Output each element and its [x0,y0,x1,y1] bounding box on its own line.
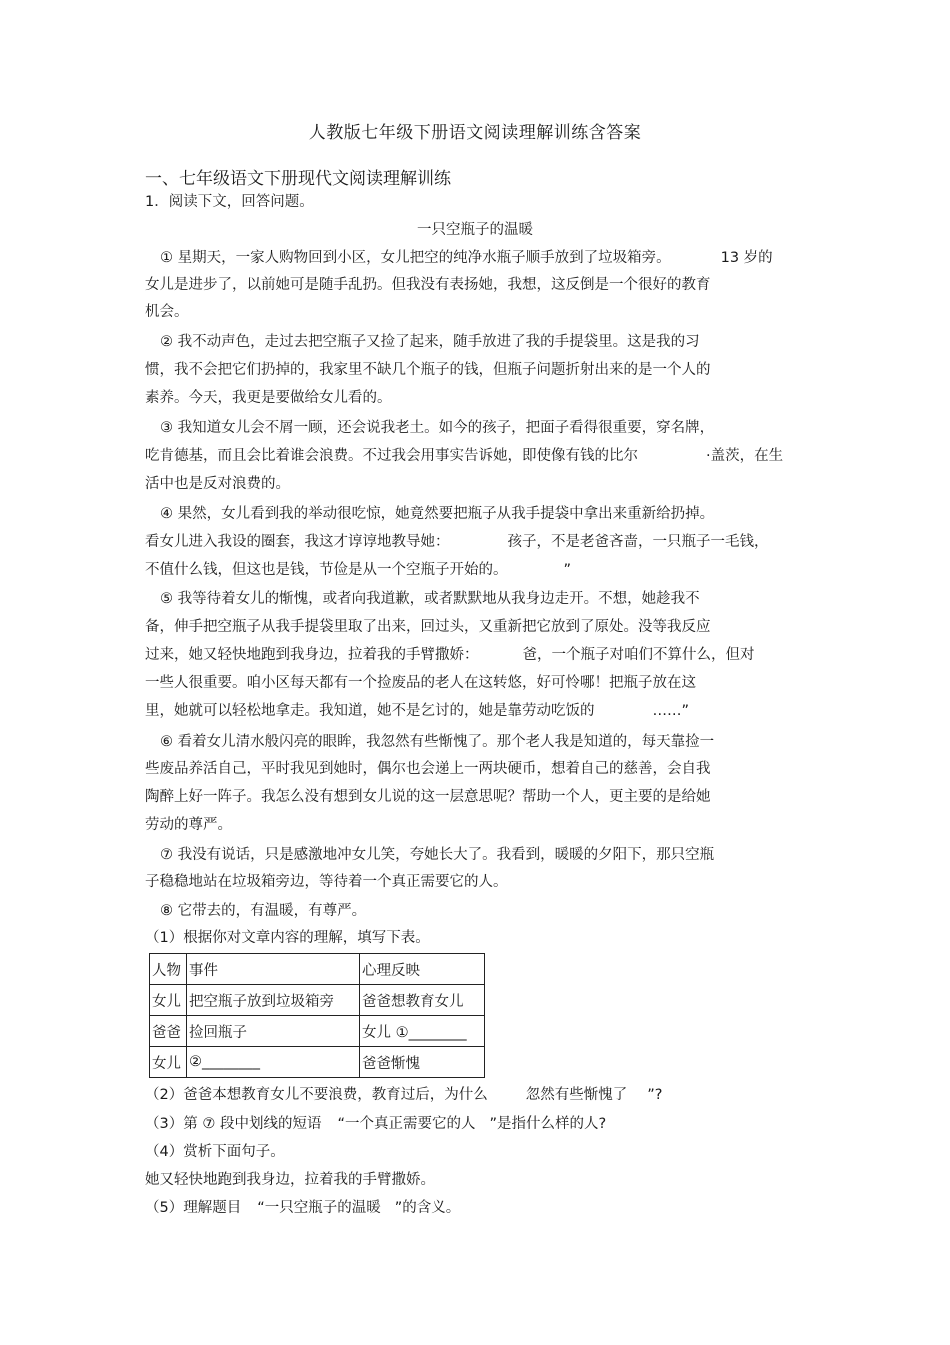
table-row [150,1016,485,1047]
paragraph-4-line-2: 看女儿进入我设的圈套，我这才谆谆地教导她： 孩子，不是老爸吝啬，一只瓶子一毛钱， [145,534,769,550]
paragraph-3-line-2: 吃肯德基，而且会比着谁会浪费。不过我会用事实告诉她，即使像有钱的比尔 ·盖茨，在生 [145,448,784,464]
question-1: （1）根据你对文章内容的理解，填写下表。 [145,930,430,946]
paragraph-7-line-1: ⑦ 我没有说话，只是感激地冲女儿笑，夸她长大了。我看到，暖暖的夕阳下，那只空瓶 [160,847,715,863]
question-4-sentence: 她又轻快地跑到我身边，拉着我的手臂撒娇。 [145,1172,435,1188]
question-5: （5）理解题目 “一只空瓶子的温暖 ”的含义。 [145,1200,461,1216]
question-intro: 1．阅读下文，回答问题。 [145,194,314,210]
table-cell: 捡回瓶子 [187,1016,360,1047]
paragraph-6-line-4: 劳动的尊严。 [145,817,232,833]
table-cell: 爸爸想教育女儿 [360,985,485,1016]
paragraph-4-line-3: 不值什么钱，但这也是钱，节俭是从一个空瓶子开始的。 ” [145,562,572,578]
document-title: 人教版七年级下册语文阅读理解训练含答案 [308,123,642,143]
table-cell: 爸爸 [150,1016,187,1047]
question-3: （3）第 ⑦ 段中划线的短语 “一个真正需要它的人 ”是指什么样的人? [145,1116,607,1132]
paragraph-1-line-1: ① 星期天，一家人购物回到小区，女儿把空的纯净水瓶子顺手放到了垃圾箱旁。 13 岁的 [160,250,773,266]
paragraph-2-line-3: 素养。今天，我更是要做给女儿看的。 [145,390,392,406]
paragraph-1-line-3: 机会。 [145,304,189,320]
paragraph-7-line-2: 子稳稳地站在垃圾箱旁边，等待着一个真正需要它的人。 [145,874,508,890]
table-header-cell: 人物 [150,954,187,985]
paragraph-5-line-4: 一些人很重要。咱小区每天都有一个捡废品的老人在这转悠，好可怜哪！把瓶子放在这 [145,675,696,691]
question-2: （2）爸爸本想教育女儿不要浪费，教育过后，为什么 忽然有些惭愧了 ”? [145,1087,663,1103]
section-heading: 一、七年级语文下册现代文阅读理解训练 [145,169,451,189]
table-row [150,1047,485,1078]
paragraph-5-line-2: 备，伸手把空瓶子从我手提袋里取了出来，回过头，又重新把它放到了原处。没等我反应 [145,619,711,635]
paragraph-2-line-2: 惯，我不会把它们扔掉的，我家里不缺几个瓶子的钱，但瓶子问题折射出来的是一个人的 [145,362,711,378]
paragraph-5-line-3: 过来，她又轻快地跑到我身边，拉着我的手臂撒娇： 爸，一个瓶子对咱们不算什么，但对 [145,647,755,663]
paragraph-8-line-1: ⑧ 它带去的，有温暖，有尊严。 [160,903,367,919]
paragraph-6-line-2: 些废品养活自己，平时我见到她时，偶尔也会递上一两块硬币，想着自己的慈善，会自我 [145,761,711,777]
paragraph-4-line-1: ④ 果然，女儿看到我的举动很吃惊，她竟然要把瓶子从我手提袋中拿出来重新给扔掉。 [160,506,715,522]
table-cell: 爸爸惭愧 [360,1047,485,1078]
paragraph-3-line-3: 活中也是反对浪费的。 [145,476,290,492]
paragraph-6-line-3: 陶醉上好一阵子。我怎么没有想到女儿说的这一层意思呢？帮助一个人，更主要的是给她 [145,789,711,805]
table-cell-blank[interactable]: 女儿 ①________ [360,1016,485,1047]
table-header-row [150,954,485,985]
paragraph-5-line-5: 里，她就可以轻松地拿走。我知道，她不是乞讨的，她是靠劳动吃饭的 ……” [145,703,690,719]
paragraph-1-line-2: 女儿是进步了，以前她可是随手乱扔。但我没有表扬她，我想，这反倒是一个很好的教育 [145,277,711,293]
paragraph-5-line-1: ⑤ 我等待着女儿的惭愧，或者向我道歉，或者默默地从我身边走开。不想，她趁我不 [160,591,700,607]
answer-table [149,953,485,1078]
table-cell: 女儿 [150,985,187,1016]
paragraph-6-line-1: ⑥ 看着女儿清水般闪亮的眼眸，我忽然有些惭愧了。那个老人我是知道的，每天靠捡一 [160,734,715,750]
paragraph-2-line-1: ② 我不动声色，走过去把空瓶子又捡了起来，随手放进了我的手提袋里。这是我的习 [160,334,700,350]
passage-title: 一只空瓶子的温暖 [417,222,533,238]
paragraph-3-line-1: ③ 我知道女儿会不屑一顾，还会说我老土。如今的孩子，把面子看得很重要，穿名牌， [160,420,715,436]
question-4: （4）赏析下面句子。 [145,1144,285,1160]
table-cell: 把空瓶子放到垃圾箱旁 [187,985,360,1016]
table-row [150,985,485,1016]
table-header-cell: 事件 [187,954,360,985]
table-cell-blank[interactable]: ②________ [187,1047,360,1078]
table-header-cell: 心理反映 [360,954,485,985]
table-cell: 女儿 [150,1047,187,1078]
